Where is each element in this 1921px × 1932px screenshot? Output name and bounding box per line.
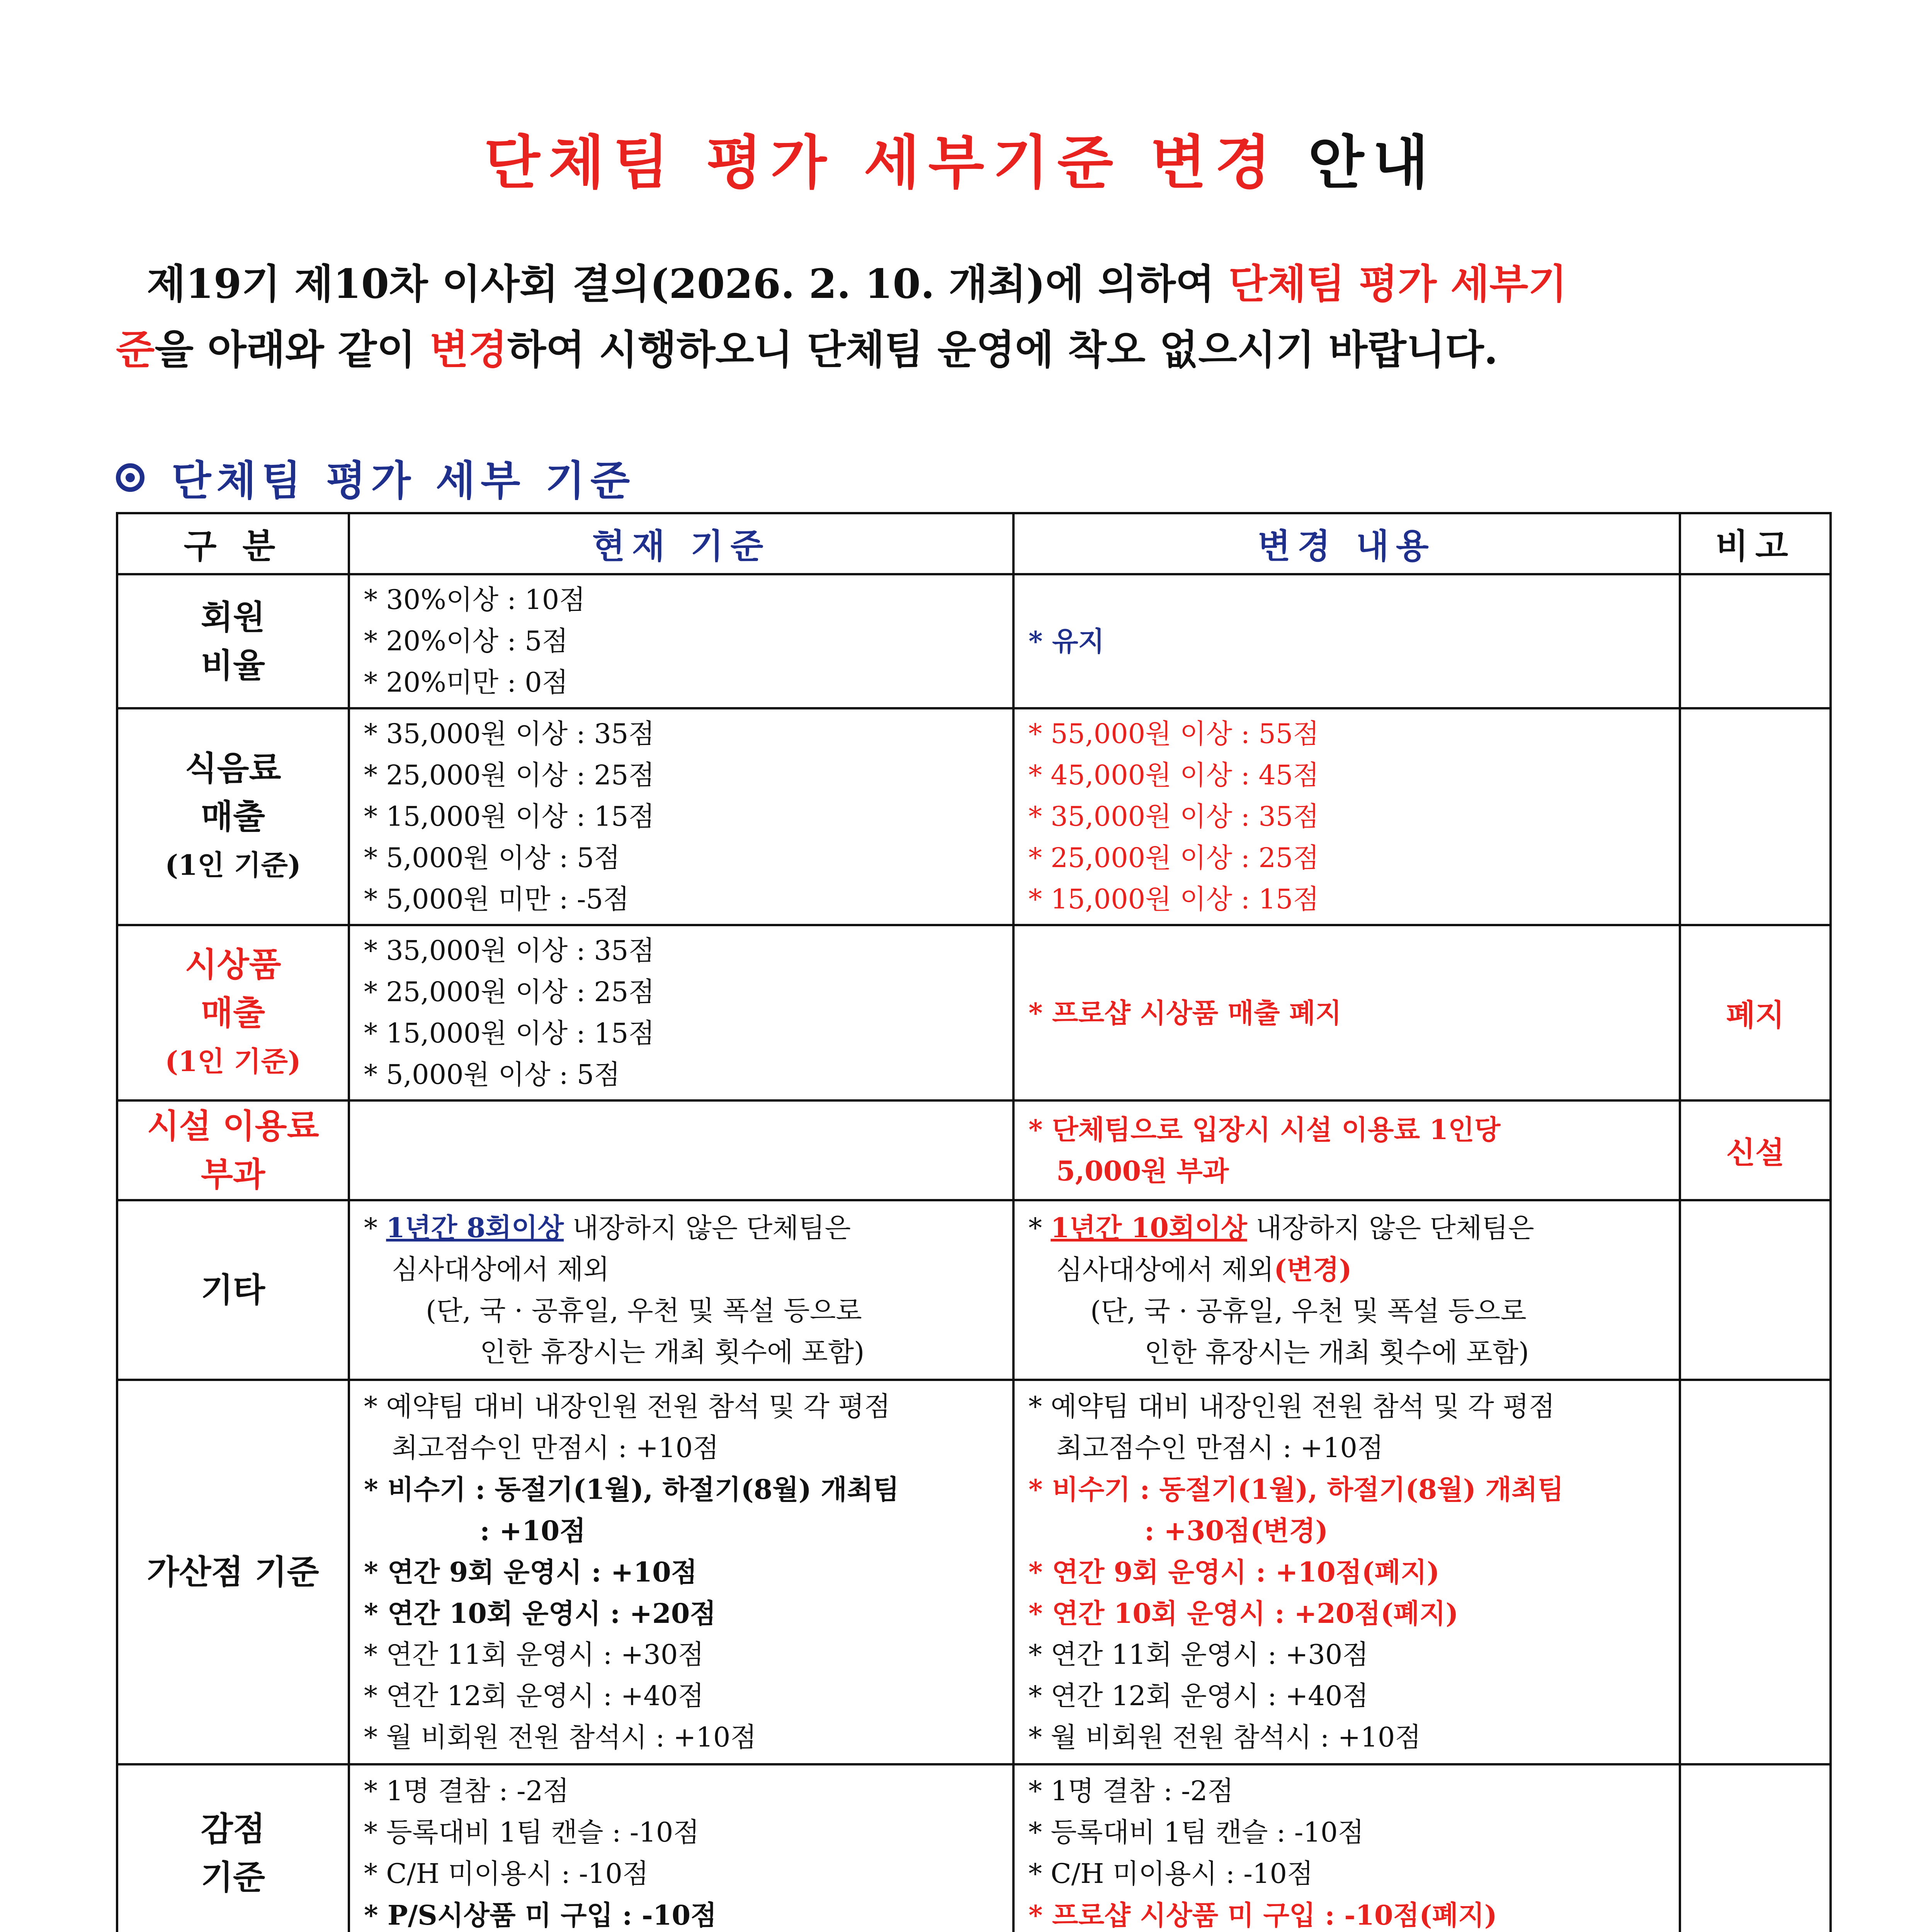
row-category: 가산점 기준 <box>117 1380 349 1764</box>
criteria-highlight: 1년간 8회이상 <box>386 1212 564 1244</box>
change-content: * 프로샵 시상품 매출 폐지 <box>1013 925 1680 1100</box>
change-line: * 연간 10회 운영시 : +20점(폐지) <box>1028 1597 1459 1629</box>
intro-text: 하여 시행하오니 단체팀 운영에 착오 없으시기 바랍니다. <box>507 326 1498 373</box>
criteria-line: * P/S시상품 미 구입 : -10점 <box>364 1899 717 1931</box>
title-highlight: 단체팀 평가 세부기준 변경 <box>484 129 1280 197</box>
header-current: 현재 기준 <box>349 513 1013 574</box>
criteria-line: : +10점 <box>480 1515 586 1547</box>
intro-line-1 <box>116 251 1862 317</box>
criteria-line: * C/H 미이용시 : -10점 <box>364 1858 649 1889</box>
intro-highlight: 단체팀 평가 세부기 <box>1228 260 1567 308</box>
criteria-line: * 30%이상 : 10점 <box>364 584 585 616</box>
category-line: 시설 이용료 <box>147 1107 319 1146</box>
category-line: 회원 <box>201 597 265 637</box>
row-note <box>1680 1764 1831 1932</box>
current-criteria <box>349 1200 1013 1380</box>
criteria-table <box>116 512 1832 1932</box>
table-header-row <box>117 513 1831 574</box>
category-line: 부과 <box>201 1155 265 1194</box>
bullet-circle-icon <box>116 463 144 492</box>
criteria-line: 심사대상에서 제외 <box>392 1253 610 1285</box>
change-highlight: (변경) <box>1274 1253 1352 1286</box>
criteria-line: * 35,000원 이상 : 35점 <box>364 935 655 966</box>
row-note <box>1680 1200 1831 1380</box>
criteria-line: (단, 국 · 공휴일, 우천 및 폭설 등으로 <box>426 1295 862 1327</box>
change-line: * 예약팀 대비 내장인원 전원 참석 및 각 평점 <box>1028 1391 1555 1422</box>
change-line: 5,000원 부과 <box>1056 1155 1229 1187</box>
criteria-line: * 1명 결참 : -2점 <box>364 1775 569 1807</box>
criteria-line: 최고점수인 만점시 : +10점 <box>392 1432 719 1464</box>
criteria-line: * 연간 9회 운영시 : +10점 <box>364 1556 697 1588</box>
criteria-line: * 월 비회원 전원 참석시 : +10점 <box>364 1721 757 1753</box>
current-criteria <box>349 1380 1013 1764</box>
change-content <box>1013 1380 1680 1764</box>
page-title <box>0 116 1921 199</box>
current-criteria <box>349 708 1013 925</box>
criteria-line: * 15,000원 이상 : 15점 <box>364 801 655 832</box>
criteria-line: * 연간 12회 운영시 : +40점 <box>364 1680 704 1712</box>
change-line: * 55,000원 이상 : 55점 <box>1028 718 1319 750</box>
table-row <box>117 1200 1831 1380</box>
section-heading <box>116 448 635 507</box>
criteria-line: * 25,000원 이상 : 25점 <box>364 976 655 1008</box>
table-row <box>117 708 1831 925</box>
criteria-line: * 20%이상 : 5점 <box>364 625 568 657</box>
current-criteria <box>349 1764 1013 1932</box>
change-line: * 1명 결참 : -2점 <box>1028 1775 1234 1807</box>
change-line: * 15,000원 이상 : 15점 <box>1028 883 1319 915</box>
criteria-line: 인한 휴장시는 개최 횟수에 포함) <box>480 1336 865 1368</box>
category-line: 비율 <box>201 646 265 685</box>
current-criteria <box>349 925 1013 1100</box>
change-line: * 연간 11회 운영시 : +30점 <box>1028 1639 1368 1670</box>
criteria-line: * 등록대비 1팀 캔슬 : -10점 <box>364 1816 700 1848</box>
change-line: (단, 국 · 공휴일, 우천 및 폭설 등으로 <box>1090 1295 1527 1327</box>
row-note <box>1680 1380 1831 1764</box>
change-line: * 비수기 : 동절기(1월), 하절기(8월) 개최팀 <box>1028 1473 1564 1505</box>
row-note <box>1680 708 1831 925</box>
change-line: : +30점(변경) <box>1144 1515 1328 1547</box>
criteria-line: * 5,000원 이상 : 5점 <box>364 1059 620 1090</box>
category-line: 매출 <box>201 993 265 1032</box>
row-category <box>117 708 349 925</box>
table-row <box>117 925 1831 1100</box>
table-row <box>117 574 1831 708</box>
change-line: * C/H 미이용시 : -10점 <box>1028 1858 1313 1889</box>
category-line: 기준 <box>201 1858 265 1897</box>
criteria-line: * 5,000원 이상 : 5점 <box>364 842 620 874</box>
row-note <box>1680 574 1831 708</box>
row-category <box>117 574 349 708</box>
change-text: 심사대상에서 제외 <box>1056 1253 1274 1286</box>
table-row <box>117 1764 1831 1932</box>
intro-highlight: 변경 <box>429 326 507 373</box>
table-row <box>117 1100 1831 1200</box>
table-row <box>117 1380 1831 1764</box>
category-line: 감점 <box>201 1810 265 1849</box>
change-line: * 프로샵 시상품 미 구입 : -10점(폐지) <box>1028 1899 1497 1931</box>
category-line: (1인 기준) <box>165 849 301 881</box>
row-category: 기타 <box>117 1200 349 1380</box>
criteria-line: * 비수기 : 동절기(1월), 하절기(8월) 개최팀 <box>364 1473 899 1505</box>
change-content <box>1013 1764 1680 1932</box>
change-line: * 연간 9회 운영시 : +10점(폐지) <box>1028 1556 1440 1588</box>
change-highlight: 1년간 10회이상 <box>1051 1211 1247 1244</box>
change-line: * 35,000원 이상 : 35점 <box>1028 801 1319 832</box>
intro-text: 을 아래와 같이 <box>155 326 430 373</box>
change-line: * 월 비회원 전원 참석시 : +10점 <box>1028 1721 1421 1753</box>
criteria-line: * 35,000원 이상 : 35점 <box>364 718 655 750</box>
change-line: 최고점수인 만점시 : +10점 <box>1056 1432 1384 1464</box>
category-line: (1인 기준) <box>165 1044 301 1078</box>
intro-highlight: 준 <box>116 326 155 373</box>
change-text: * <box>1028 1212 1051 1244</box>
title-rest: 안내 <box>1308 129 1437 197</box>
intro-text: 제19기 제10차 이사회 결의(2026. 2. 10. 개최)에 의하여 <box>147 260 1229 308</box>
row-category <box>117 1764 349 1932</box>
criteria-text: * <box>364 1212 386 1244</box>
current-criteria <box>349 1100 1013 1200</box>
row-category <box>117 925 349 1100</box>
row-category <box>117 1100 349 1200</box>
section-heading-text: 단체팀 평가 세부 기준 <box>172 456 636 505</box>
header-category: 구 분 <box>117 513 349 574</box>
header-change: 변경 내용 <box>1013 513 1680 574</box>
current-criteria <box>349 574 1013 708</box>
criteria-line: * 25,000원 이상 : 25점 <box>364 759 655 791</box>
change-content: * 유지 <box>1013 574 1680 708</box>
change-line: 인한 휴장시는 개최 횟수에 포함) <box>1144 1336 1529 1368</box>
change-line: * 45,000원 이상 : 45점 <box>1028 759 1319 791</box>
row-note: 신설 <box>1680 1100 1831 1200</box>
change-line: * 등록대비 1팀 캔슬 : -10점 <box>1028 1816 1364 1848</box>
category-line: 시상품 <box>185 945 281 984</box>
criteria-line: * 20%미만 : 0점 <box>364 667 568 698</box>
change-line: * 연간 12회 운영시 : +40점 <box>1028 1680 1368 1712</box>
criteria-text: 내장하지 않은 단체팀은 <box>564 1212 851 1244</box>
intro-paragraph <box>116 251 1862 383</box>
criteria-line: * 5,000원 미만 : -5점 <box>364 883 629 915</box>
header-note: 비고 <box>1680 513 1831 574</box>
intro-line-2 <box>116 317 1862 383</box>
change-text: 내장하지 않은 단체팀은 <box>1247 1212 1534 1244</box>
criteria-line: * 15,000원 이상 : 15점 <box>364 1017 655 1049</box>
row-note: 폐지 <box>1680 925 1831 1100</box>
change-content <box>1013 1200 1680 1380</box>
change-line: * 25,000원 이상 : 25점 <box>1028 842 1319 874</box>
criteria-line: * 연간 11회 운영시 : +30점 <box>364 1639 704 1670</box>
category-line: 식음료 <box>185 749 281 788</box>
change-content <box>1013 1100 1680 1200</box>
criteria-line: * 연간 10회 운영시 : +20점 <box>364 1597 716 1629</box>
change-line: * 단체팀으로 입장시 시설 이용료 1인당 <box>1028 1114 1501 1146</box>
criteria-line: * 예약팀 대비 내장인원 전원 참석 및 각 평점 <box>364 1391 891 1422</box>
category-line: 매출 <box>201 797 265 836</box>
change-content <box>1013 708 1680 925</box>
